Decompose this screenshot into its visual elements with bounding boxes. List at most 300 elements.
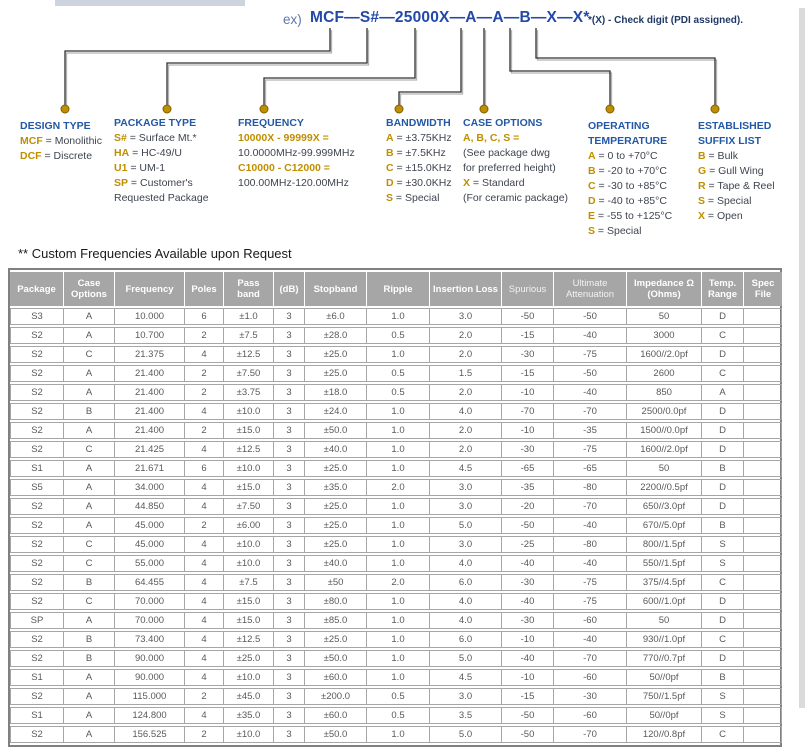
legend-item (698, 209, 786, 224)
table-cell: ±7.50 (224, 498, 274, 515)
legend-item (114, 131, 239, 146)
table-cell: 0.5 (367, 707, 430, 724)
table-cell: -70 (554, 650, 627, 667)
legend-title-case: CASE OPTIONS (463, 117, 543, 129)
legend-item-desc: = Surface Mt.* (126, 132, 197, 144)
legend-item-code: U1 (114, 162, 128, 174)
table-cell: -50 (502, 726, 554, 743)
table-cell: 50 (627, 460, 702, 477)
table-cell: -70 (554, 498, 627, 515)
table-cell: A (64, 612, 115, 629)
table-cell: ±85.0 (305, 612, 367, 629)
table-cell: 21.400 (115, 365, 185, 382)
table-cell: 73.400 (115, 631, 185, 648)
table-cell: D (702, 650, 744, 667)
legend-item (463, 131, 588, 146)
table-cell: 3000 (627, 327, 702, 344)
table-cell: 3.0 (430, 536, 502, 553)
table-cell: -75 (554, 574, 627, 591)
table-cell: B (702, 517, 744, 534)
table-cell: B (702, 669, 744, 686)
legend-item-desc: = Customer's (128, 177, 193, 189)
table-cell (744, 688, 782, 705)
table-cell: ±10.0 (224, 555, 274, 572)
connector-design-type (65, 28, 330, 107)
legend-title-package: PACKAGE TYPE (114, 117, 197, 129)
table-cell: ±3.75 (224, 384, 274, 401)
legend-block-optemp (588, 119, 680, 239)
table-cell: -15 (502, 327, 554, 344)
table-cell: SP (10, 612, 64, 629)
legend-item-code: C (386, 162, 394, 174)
table-cell: S2 (10, 555, 64, 572)
table-cell: ±50.0 (305, 726, 367, 743)
dot-suffix-list (711, 105, 719, 113)
table-cell: D (702, 593, 744, 610)
table-row (10, 707, 782, 724)
table-cell: -40 (554, 384, 627, 401)
legend-item (20, 149, 120, 164)
table-cell: -30 (502, 346, 554, 363)
table-cell: -75 (554, 346, 627, 363)
table-cell: S1 (10, 669, 64, 686)
table-cell: 4 (185, 441, 224, 458)
table-cell: 2.0 (430, 384, 502, 401)
table-cell: 90.000 (115, 669, 185, 686)
table-row (10, 669, 782, 686)
legend-item-desc: = Special (393, 192, 440, 204)
legend-item-code: SP (114, 177, 129, 189)
table-cell: -65 (554, 460, 627, 477)
table-cell: 50//0pf (627, 707, 702, 724)
table-cell: 156.525 (115, 726, 185, 743)
table-cell: A (64, 726, 115, 743)
table-cell (744, 308, 782, 325)
table-cell: S2 (10, 327, 64, 344)
table-cell (744, 555, 782, 572)
legend-item-desc: 10.0000MHz-99.999MHz (238, 147, 355, 159)
table-cell: D (702, 403, 744, 420)
table-cell: ±50.0 (305, 422, 367, 439)
table-cell: S2 (10, 726, 64, 743)
table-cell: ±50.0 (305, 650, 367, 667)
table-cell: 2.0 (430, 441, 502, 458)
legend-item-desc: = ±15.0KHz (393, 162, 452, 174)
table-cell: D (702, 498, 744, 515)
legend-item-code: X (698, 210, 706, 222)
table-cell (744, 650, 782, 667)
table-cell: S2 (10, 365, 64, 382)
table-cell: ±7.50 (224, 365, 274, 382)
table-cell: 3.0 (430, 308, 502, 325)
table-cell: 115.000 (115, 688, 185, 705)
table-cell: ±12.5 (224, 346, 274, 363)
table-row (10, 726, 782, 743)
table-cell: 4 (185, 574, 224, 591)
table-cell: 4.0 (430, 593, 502, 610)
table-cell: 3.5 (430, 707, 502, 724)
table-cell: -35 (502, 479, 554, 496)
table-cell (744, 593, 782, 610)
table-row (10, 308, 782, 325)
legend-title-bandwidth: BANDWIDTH (386, 117, 451, 129)
table-cell: 55.000 (115, 555, 185, 572)
table-cell: 3 (274, 631, 305, 648)
table-cell: 1.0 (367, 517, 430, 534)
table-cell: 1.0 (367, 536, 430, 553)
table-cell: 124.800 (115, 707, 185, 724)
custom-frequencies-note: ** Custom Frequencies Available upon Request (18, 246, 292, 261)
legend-item (698, 164, 786, 179)
legend-item-desc: = Special (705, 195, 752, 207)
legend-item (588, 224, 680, 239)
legend-item (588, 149, 680, 164)
table-cell (744, 365, 782, 382)
table-cell: ±7.5 (224, 327, 274, 344)
legend-item-code: 10000X - 99999X = (238, 132, 329, 144)
part-number-example: MCF—S#—25000X—A—A—B—X—X* (310, 9, 590, 26)
table-cell: 3 (274, 422, 305, 439)
table-cell: ±25.0 (305, 460, 367, 477)
table-cell: 21.671 (115, 460, 185, 477)
table-cell: 4.0 (430, 403, 502, 420)
table-cell: 0.5 (367, 365, 430, 382)
table-cell: 3 (274, 726, 305, 743)
table-cell: ±25.0 (305, 631, 367, 648)
column-header-spurious: Spurious (502, 272, 554, 306)
table-cell: 750//1.5pf (627, 688, 702, 705)
table-cell (744, 517, 782, 534)
table-cell: ±40.0 (305, 555, 367, 572)
table-row (10, 403, 782, 420)
legend-item-code: S (588, 225, 596, 237)
table-cell: 10.000 (115, 308, 185, 325)
table-cell: ±25.0 (305, 498, 367, 515)
table-row (10, 422, 782, 439)
legend-item-code: B (386, 147, 394, 159)
table-cell: S (702, 555, 744, 572)
table-cell: S2 (10, 517, 64, 534)
table-cell: ±15.0 (224, 479, 274, 496)
table-cell: -40 (502, 555, 554, 572)
table-cell: A (64, 669, 115, 686)
table-cell: -50 (502, 308, 554, 325)
table-cell: 45.000 (115, 536, 185, 553)
table-cell: ±15.0 (224, 422, 274, 439)
legend-item-code: S (698, 195, 706, 207)
legend-item-code: DCF (20, 150, 42, 162)
table-cell: 21.400 (115, 422, 185, 439)
table-header-row (10, 272, 782, 306)
table-cell: 3 (274, 707, 305, 724)
table-cell: -40 (554, 517, 627, 534)
legend-item-code: C (588, 180, 596, 192)
table-cell: 2 (185, 726, 224, 743)
legend-item (238, 176, 388, 191)
legend-item-desc: = -20 to +70°C (595, 165, 667, 177)
legend-item (238, 161, 388, 176)
table-row (10, 365, 782, 382)
table-cell: ±6.0 (305, 308, 367, 325)
table-cell: 3 (274, 479, 305, 496)
table-cell: ±25.0 (305, 517, 367, 534)
legend-item (238, 131, 388, 146)
table-cell: 1.0 (367, 612, 430, 629)
legend-item (20, 134, 120, 149)
column-header-ultimate-attenuation: Ultimate Attenuation (554, 272, 627, 306)
table-cell: 800//1.5pf (627, 536, 702, 553)
table-cell (744, 536, 782, 553)
table-cell: 3.0 (430, 479, 502, 496)
table-cell: 2.0 (367, 479, 430, 496)
legend-item (114, 161, 239, 176)
table-cell: ±60.0 (305, 707, 367, 724)
legend-item (463, 191, 588, 206)
table-cell: C (64, 555, 115, 572)
table-cell: 2500/0.0pf (627, 403, 702, 420)
table-cell: 44.850 (115, 498, 185, 515)
table-cell: 1600//2.0pf (627, 441, 702, 458)
table-cell: 2 (185, 517, 224, 534)
legend-item-desc: 100.00MHz-120.00MHz (238, 177, 349, 189)
legend-item-desc: = ±30.0KHz (393, 177, 452, 189)
table-cell (744, 327, 782, 344)
legend-item-desc: = ±3.75KHz (393, 132, 452, 144)
table-cell: 21.400 (115, 384, 185, 401)
table-cell: 4 (185, 555, 224, 572)
table-cell: ±10.0 (224, 536, 274, 553)
table-cell: ±25.0 (305, 365, 367, 382)
connector-package-type (167, 28, 367, 107)
table-row (10, 498, 782, 515)
table-cell: 0.5 (367, 327, 430, 344)
table-cell: B (64, 574, 115, 591)
table-cell: A (64, 422, 115, 439)
table-cell: 4.5 (430, 460, 502, 477)
table-cell (744, 574, 782, 591)
table-row (10, 688, 782, 705)
table-cell: 5.0 (430, 517, 502, 534)
table-cell: 3 (274, 612, 305, 629)
table-cell: ±12.5 (224, 631, 274, 648)
table-row (10, 612, 782, 629)
table-cell: ±25.0 (305, 536, 367, 553)
table-cell: S2 (10, 422, 64, 439)
table-cell: 3 (274, 593, 305, 610)
legend-item-code: HA (114, 147, 130, 159)
legend-item (698, 194, 786, 209)
table-cell: 375//4.5pf (627, 574, 702, 591)
legend-item-desc: = -30 to +85°C (595, 180, 667, 192)
table-row (10, 631, 782, 648)
table-cell: S2 (10, 498, 64, 515)
table-cell: ±6.00 (224, 517, 274, 534)
legend-title-optemp: OPERATING TEMPERATURE (588, 120, 668, 147)
table-cell: D (702, 441, 744, 458)
table-row (10, 327, 782, 344)
legend-item (386, 191, 466, 206)
column-header-poles: Poles (185, 272, 224, 306)
legend-item-desc: = 0 to +70°C (595, 150, 658, 162)
table-cell: ±15.0 (224, 593, 274, 610)
table-cell: S2 (10, 441, 64, 458)
table-cell: ±25.0 (224, 650, 274, 667)
table-cell: C (64, 593, 115, 610)
table-cell: C (702, 726, 744, 743)
table-cell: A (64, 707, 115, 724)
table-cell: 770//0.7pf (627, 650, 702, 667)
dot-operating-temp (606, 105, 614, 113)
table-cell (744, 631, 782, 648)
table-cell: 4 (185, 403, 224, 420)
table-cell: -50 (554, 365, 627, 382)
table-cell: ±7.5 (224, 574, 274, 591)
table-cell: 2.0 (430, 346, 502, 363)
table-cell: A (64, 365, 115, 382)
table-cell: -35 (554, 422, 627, 439)
legend-item (588, 209, 680, 224)
legend-item-desc: = Bulk (705, 150, 738, 162)
table-cell: 1.0 (367, 403, 430, 420)
legend-item (698, 179, 786, 194)
table-cell: 3 (274, 688, 305, 705)
table-cell: -10 (502, 384, 554, 401)
legend-item-desc: = Standard (470, 177, 525, 189)
table-cell: -30 (554, 688, 627, 705)
table-cell: 1.0 (367, 346, 430, 363)
connector-lines (65, 28, 715, 107)
table-cell: S2 (10, 593, 64, 610)
table-cell: 2 (185, 384, 224, 401)
table-cell: ±25.0 (305, 346, 367, 363)
table-cell: ±50 (305, 574, 367, 591)
table-cell: 120//0.8pf (627, 726, 702, 743)
table-cell: -70 (554, 726, 627, 743)
dot-frequency (260, 105, 268, 113)
table-cell: ±80.0 (305, 593, 367, 610)
table-cell: C (702, 327, 744, 344)
table-cell: 5.0 (430, 650, 502, 667)
table-cell: 4.0 (430, 612, 502, 629)
table-cell: 3 (274, 650, 305, 667)
legend-item (386, 161, 466, 176)
table-cell: 6 (185, 308, 224, 325)
table-cell: -15 (502, 688, 554, 705)
table-cell: ±10.0 (224, 669, 274, 686)
table-cell: 0.5 (367, 688, 430, 705)
table-cell: 4 (185, 593, 224, 610)
legend-item-desc: = Gull Wing (706, 165, 764, 177)
legend-item-code: A (588, 150, 596, 162)
column-header-frequency: Frequency (115, 272, 185, 306)
table-cell: ±35.0 (305, 479, 367, 496)
table-cell: 5.0 (430, 726, 502, 743)
table-cell: S2 (10, 384, 64, 401)
table-cell: S (702, 688, 744, 705)
cropped-header-bar (55, 0, 245, 6)
legend-item-code: B (588, 165, 596, 177)
table-cell: 3 (274, 498, 305, 515)
table-cell: -40 (502, 593, 554, 610)
table-row (10, 517, 782, 534)
table-cell: 1.0 (367, 650, 430, 667)
table-cell: S2 (10, 536, 64, 553)
table-cell: 3 (274, 308, 305, 325)
table-cell: ±10.0 (224, 726, 274, 743)
legend-item-desc: = UM-1 (127, 162, 166, 174)
part-number-connector-diagram (0, 26, 808, 118)
table-cell: D (702, 612, 744, 629)
table-cell: -15 (502, 365, 554, 382)
table-cell: ±28.0 (305, 327, 367, 344)
table-cell: -40 (502, 650, 554, 667)
legend-item-desc: = -40 to +85°C (595, 195, 667, 207)
legend-block-design (20, 119, 120, 164)
table-cell: S1 (10, 460, 64, 477)
table-cell: ±10.0 (224, 403, 274, 420)
legend-item (386, 146, 466, 161)
legend-item-code: S (386, 192, 394, 204)
table-cell: 4 (185, 479, 224, 496)
table-cell: 10.700 (115, 327, 185, 344)
legend-block-package (114, 116, 239, 206)
table-cell: S2 (10, 574, 64, 591)
table-cell: -50 (502, 707, 554, 724)
table-cell: C (64, 441, 115, 458)
legend-item (114, 176, 239, 191)
table-cell: -10 (502, 631, 554, 648)
table-cell: -30 (502, 441, 554, 458)
table-cell: 3 (274, 403, 305, 420)
legend-item-desc: = Tape & Reel (705, 180, 775, 192)
table-cell: 2 (185, 688, 224, 705)
legend-item-desc: = -55 to +125°C (595, 210, 673, 222)
table-cell: 2600 (627, 365, 702, 382)
table-cell: 64.455 (115, 574, 185, 591)
legend-item-code: D (386, 177, 394, 189)
table-cell (744, 460, 782, 477)
table-cell: D (702, 479, 744, 496)
table-cell: C (64, 536, 115, 553)
table-cell: A (64, 308, 115, 325)
table-cell: S2 (10, 403, 64, 420)
legend-item-code: X (463, 177, 471, 189)
table-cell: S2 (10, 631, 64, 648)
table-cell: 0.5 (367, 384, 430, 401)
dot-package-type (163, 105, 171, 113)
table-cell (744, 441, 782, 458)
legend-item (698, 149, 786, 164)
table-cell: S (702, 707, 744, 724)
table-cell: 6.0 (430, 574, 502, 591)
table-cell: 21.400 (115, 403, 185, 420)
table-cell: 3 (274, 365, 305, 382)
column-header-package: Package (10, 272, 64, 306)
table-row (10, 650, 782, 667)
table-cell: A (64, 688, 115, 705)
table-cell: 45.000 (115, 517, 185, 534)
column-header-stopband: Stopband (305, 272, 367, 306)
legend-title-frequency: FREQUENCY (238, 117, 304, 129)
table-cell: ±15.0 (224, 612, 274, 629)
table-cell: 4 (185, 346, 224, 363)
table-cell: ±45.0 (224, 688, 274, 705)
table-cell: 2.0 (430, 422, 502, 439)
legend-item-desc: = Open (705, 210, 743, 222)
table-row (10, 536, 782, 553)
table-cell: 90.000 (115, 650, 185, 667)
table-cell: 3.0 (430, 498, 502, 515)
